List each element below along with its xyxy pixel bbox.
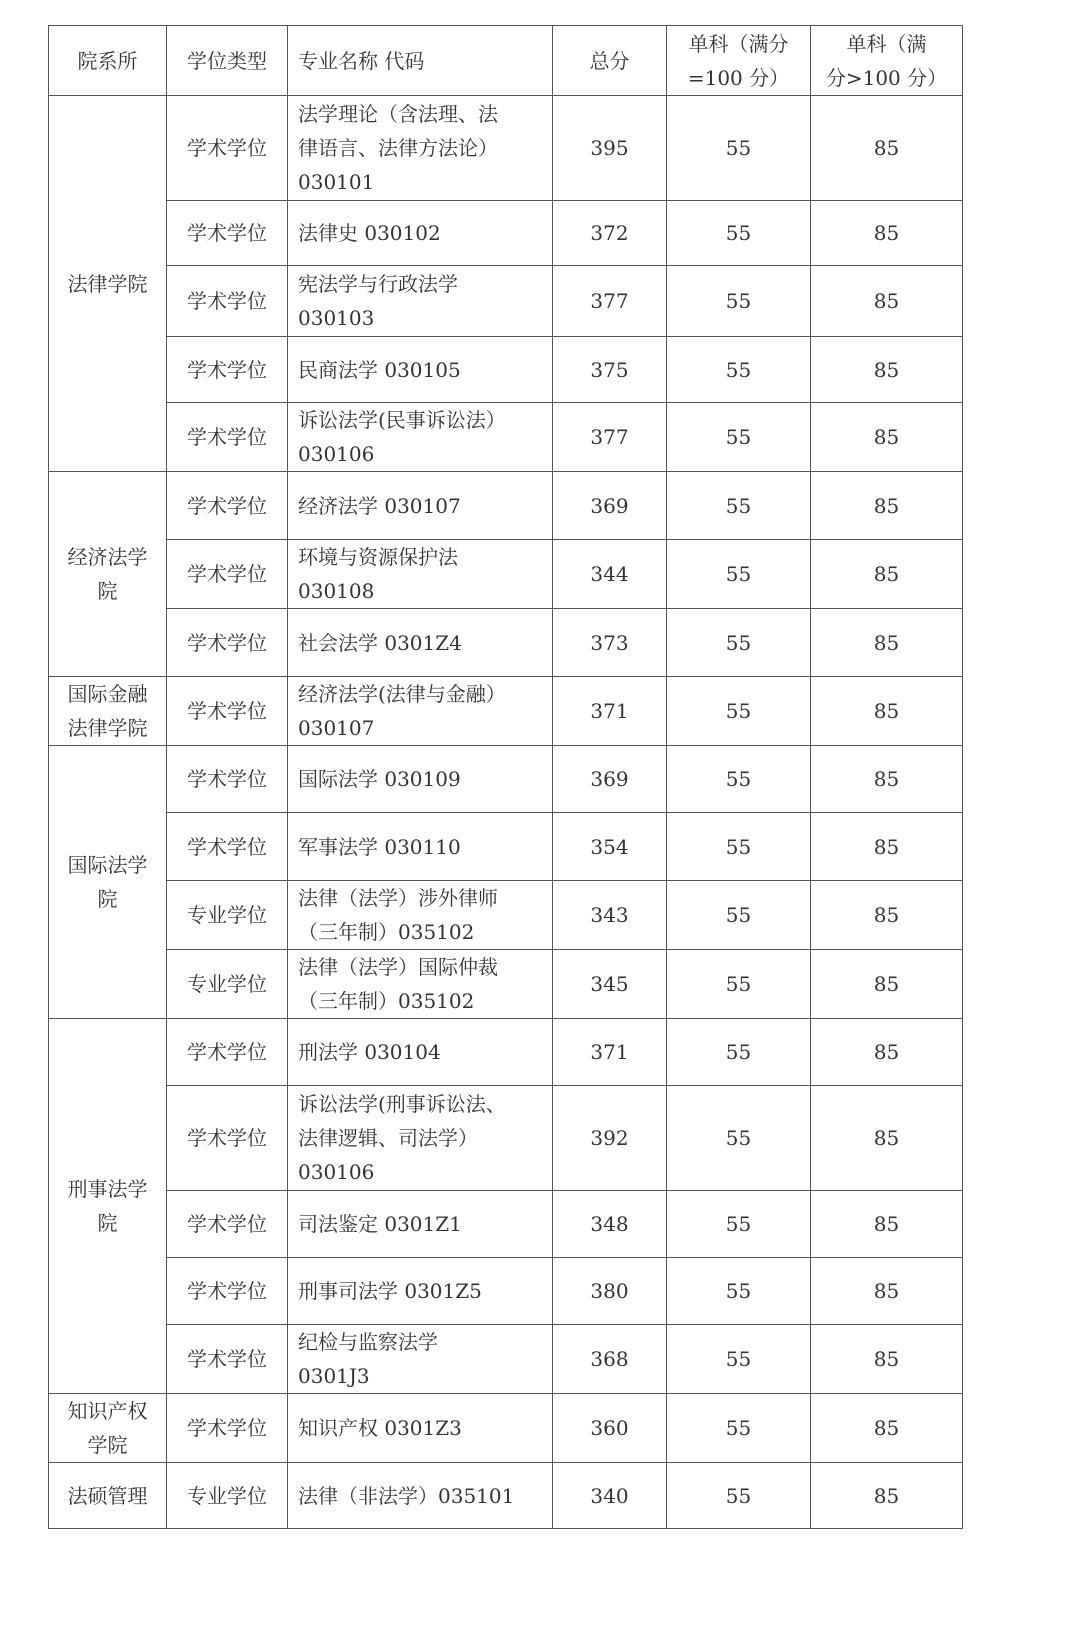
degree-type-cell: 学术学位 <box>167 1258 288 1325</box>
total-score-cell: 340 <box>553 1463 667 1529</box>
single-100-score-cell: 55 <box>667 1394 811 1463</box>
total-score-cell: 354 <box>553 813 667 881</box>
major-name-line: 经济法学 030107 <box>298 493 461 518</box>
single-100-score-cell: 55 <box>667 266 811 337</box>
table-row <box>49 201 963 266</box>
header-single-100-line2: =100 分） <box>687 65 790 90</box>
total-score-cell: 395 <box>553 96 667 201</box>
dept-name-line: 法律学院 <box>67 271 148 296</box>
single-gt100-score-cell: 85 <box>811 1463 963 1529</box>
header-single-gt100 <box>811 26 963 96</box>
single-100-score-cell: 55 <box>667 472 811 540</box>
single-gt100-score-cell: 85 <box>811 266 963 337</box>
table-row <box>49 1463 963 1529</box>
header-single-gt100-line2: 分>100 分） <box>825 65 948 90</box>
major-name-line: 军事法学 030110 <box>298 834 461 859</box>
single-gt100-score-cell: 85 <box>811 950 963 1019</box>
major-name-line: 030101 <box>298 170 375 194</box>
single-gt100-score-cell: 85 <box>811 1019 963 1086</box>
single-gt100-score-cell: 85 <box>811 96 963 201</box>
degree-type-cell: 学术学位 <box>167 609 288 677</box>
total-score-cell: 373 <box>553 609 667 677</box>
degree-type-cell: 专业学位 <box>167 1463 288 1529</box>
table-row <box>49 1191 963 1258</box>
table-row <box>49 337 963 403</box>
table-row <box>49 1325 963 1394</box>
major-name-line: 知识产权 0301Z3 <box>298 1416 462 1440</box>
degree-type-cell: 学术学位 <box>167 201 288 266</box>
major-name-line: 030106 <box>298 1160 375 1184</box>
dept-name-line: 国际法学 <box>67 853 148 877</box>
major-name-line: 纪检与监察法学 <box>298 1330 438 1354</box>
single-gt100-score-cell: 85 <box>811 1258 963 1325</box>
major-cell <box>288 881 553 950</box>
dept-name-line: 法律学院 <box>67 716 148 740</box>
degree-type-cell: 专业学位 <box>167 950 288 1019</box>
degree-type-cell: 学术学位 <box>167 1086 288 1191</box>
total-score-cell: 343 <box>553 881 667 950</box>
dept-name-line: 刑事法学 <box>67 1177 148 1201</box>
header-single-gt100-line1: 单科（满 <box>846 31 927 56</box>
single-gt100-score-cell: 85 <box>811 1086 963 1191</box>
major-name-line: 法律（法学）国际仲裁 <box>298 955 498 979</box>
dept-cell <box>49 1394 167 1463</box>
major-name-line: 法律逻辑、司法学） <box>298 1126 478 1150</box>
degree-type-cell: 专业学位 <box>167 881 288 950</box>
degree-type-cell: 学术学位 <box>167 266 288 337</box>
total-score-cell: 369 <box>553 472 667 540</box>
header-row <box>49 26 963 96</box>
major-name-line: 法律史 030102 <box>298 221 441 245</box>
major-cell <box>288 813 553 881</box>
table-row <box>49 96 963 201</box>
total-score-cell: 369 <box>553 746 667 813</box>
single-100-score-cell: 55 <box>667 540 811 609</box>
single-100-score-cell: 55 <box>667 609 811 677</box>
major-name-line: 法学理论（含法理、法 <box>298 102 498 126</box>
total-score-cell: 360 <box>553 1394 667 1463</box>
header-dept: 院系所 <box>49 26 167 96</box>
major-name-line: 社会法学 0301Z4 <box>298 630 462 655</box>
header-degree-type: 学位类型 <box>167 26 288 96</box>
major-name-line: （三年制）035102 <box>298 989 475 1013</box>
single-gt100-score-cell: 85 <box>811 609 963 677</box>
single-gt100-score-cell: 85 <box>811 746 963 813</box>
total-score-cell: 377 <box>553 403 667 472</box>
dept-name-line: 院 <box>97 579 118 603</box>
degree-type-cell: 学术学位 <box>167 96 288 201</box>
major-name-line: 律语言、法律方法论） <box>298 136 498 160</box>
table-row <box>49 403 963 472</box>
single-100-score-cell: 55 <box>667 677 811 746</box>
major-name-line: 诉讼法学(民事诉讼法） <box>298 408 506 432</box>
major-name-line: 环境与资源保护法 <box>298 545 458 569</box>
total-score-cell: 375 <box>553 337 667 403</box>
dept-cell <box>49 472 167 677</box>
major-name-line: 法律（非法学）035101 <box>298 1483 515 1508</box>
single-100-score-cell: 55 <box>667 1258 811 1325</box>
major-cell <box>288 472 553 540</box>
degree-type-cell: 学术学位 <box>167 746 288 813</box>
header-single-100-line1: 单科（满分 <box>688 31 789 56</box>
table-row <box>49 266 963 337</box>
dept-name-line: 院 <box>97 887 118 911</box>
single-gt100-score-cell: 85 <box>811 1394 963 1463</box>
major-name-line: 刑事司法学 0301Z5 <box>298 1279 482 1303</box>
table-row <box>49 1019 963 1086</box>
major-cell <box>288 403 553 472</box>
degree-type-cell: 学术学位 <box>167 1019 288 1086</box>
total-score-cell: 377 <box>553 266 667 337</box>
single-100-score-cell: 55 <box>667 96 811 201</box>
header-total: 总分 <box>553 26 667 96</box>
major-cell <box>288 540 553 609</box>
degree-type-cell: 学术学位 <box>167 403 288 472</box>
header-major: 专业名称 代码 <box>288 26 553 96</box>
table-row <box>49 950 963 1019</box>
single-100-score-cell: 55 <box>667 201 811 266</box>
total-score-cell: 368 <box>553 1325 667 1394</box>
major-name-line: 030103 <box>298 306 375 330</box>
major-cell <box>288 1394 553 1463</box>
single-100-score-cell: 55 <box>667 337 811 403</box>
single-100-score-cell: 55 <box>667 813 811 881</box>
table-row <box>49 609 963 677</box>
major-cell <box>288 609 553 677</box>
major-name-line: 030106 <box>298 442 375 466</box>
dept-cell <box>49 1019 167 1394</box>
header-single-100 <box>667 26 811 96</box>
dept-cell <box>49 677 167 746</box>
table-row <box>49 746 963 813</box>
degree-type-cell: 学术学位 <box>167 472 288 540</box>
major-name-line: 030108 <box>298 579 375 603</box>
major-cell <box>288 1019 553 1086</box>
degree-type-cell: 学术学位 <box>167 337 288 403</box>
table-row <box>49 677 963 746</box>
major-cell <box>288 746 553 813</box>
dept-name-line: 学院 <box>87 1433 128 1457</box>
major-cell <box>288 677 553 746</box>
single-100-score-cell: 55 <box>667 403 811 472</box>
dept-cell <box>49 96 167 472</box>
degree-type-cell: 学术学位 <box>167 1191 288 1258</box>
single-gt100-score-cell: 85 <box>811 1325 963 1394</box>
single-gt100-score-cell: 85 <box>811 813 963 881</box>
table-row <box>49 813 963 881</box>
degree-type-cell: 学术学位 <box>167 813 288 881</box>
total-score-cell: 348 <box>553 1191 667 1258</box>
major-cell <box>288 950 553 1019</box>
major-cell <box>288 1325 553 1394</box>
single-gt100-score-cell: 85 <box>811 201 963 266</box>
single-gt100-score-cell: 85 <box>811 540 963 609</box>
major-cell <box>288 266 553 337</box>
table-row <box>49 881 963 950</box>
single-gt100-score-cell: 85 <box>811 472 963 540</box>
total-score-cell: 344 <box>553 540 667 609</box>
total-score-cell: 345 <box>553 950 667 1019</box>
table-body <box>49 96 963 1529</box>
total-score-cell: 392 <box>553 1086 667 1191</box>
dept-name-line: 经济法学 <box>67 545 148 569</box>
single-100-score-cell: 55 <box>667 1191 811 1258</box>
single-100-score-cell: 55 <box>667 1463 811 1529</box>
major-name-line: 诉讼法学(刑事诉讼法、 <box>298 1092 506 1116</box>
major-name-line: 民商法学 030105 <box>298 357 461 382</box>
table-row <box>49 540 963 609</box>
major-cell <box>288 1086 553 1191</box>
table-row <box>49 1258 963 1325</box>
dept-cell <box>49 1463 167 1529</box>
major-cell <box>288 1191 553 1258</box>
degree-type-cell: 学术学位 <box>167 1325 288 1394</box>
degree-type-cell: 学术学位 <box>167 1394 288 1463</box>
table-row <box>49 1394 963 1463</box>
table-row <box>49 1086 963 1191</box>
single-gt100-score-cell: 85 <box>811 337 963 403</box>
single-100-score-cell: 55 <box>667 746 811 813</box>
dept-name-line: 法硕管理 <box>67 1483 148 1508</box>
major-cell <box>288 337 553 403</box>
major-name-line: 刑法学 030104 <box>298 1040 441 1064</box>
major-name-line: 国际法学 030109 <box>298 767 461 791</box>
major-cell <box>288 96 553 201</box>
score-table <box>48 25 963 1529</box>
single-gt100-score-cell: 85 <box>811 403 963 472</box>
single-100-score-cell: 55 <box>667 950 811 1019</box>
single-gt100-score-cell: 85 <box>811 1191 963 1258</box>
total-score-cell: 380 <box>553 1258 667 1325</box>
major-name-line: 经济法学(法律与金融） <box>298 682 506 706</box>
dept-name-line: 国际金融 <box>67 682 148 706</box>
single-100-score-cell: 55 <box>667 881 811 950</box>
major-name-line: （三年制）035102 <box>298 920 475 944</box>
dept-cell <box>49 746 167 1019</box>
total-score-cell: 372 <box>553 201 667 266</box>
degree-type-cell: 学术学位 <box>167 677 288 746</box>
total-score-cell: 371 <box>553 1019 667 1086</box>
total-score-cell: 371 <box>553 677 667 746</box>
major-name-line: 司法鉴定 0301Z1 <box>298 1212 462 1236</box>
single-100-score-cell: 55 <box>667 1325 811 1394</box>
single-gt100-score-cell: 85 <box>811 677 963 746</box>
dept-name-line: 知识产权 <box>67 1399 148 1423</box>
degree-type-cell: 学术学位 <box>167 540 288 609</box>
table-row <box>49 472 963 540</box>
major-name-line: 0301J3 <box>298 1364 370 1388</box>
major-name-line: 宪法学与行政法学 <box>298 272 458 296</box>
major-name-line: 法律（法学）涉外律师 <box>298 886 498 910</box>
single-100-score-cell: 55 <box>667 1086 811 1191</box>
major-cell <box>288 1258 553 1325</box>
single-gt100-score-cell: 85 <box>811 881 963 950</box>
major-cell <box>288 1463 553 1529</box>
single-100-score-cell: 55 <box>667 1019 811 1086</box>
major-name-line: 030107 <box>298 716 375 740</box>
major-cell <box>288 201 553 266</box>
dept-name-line: 院 <box>97 1211 118 1235</box>
